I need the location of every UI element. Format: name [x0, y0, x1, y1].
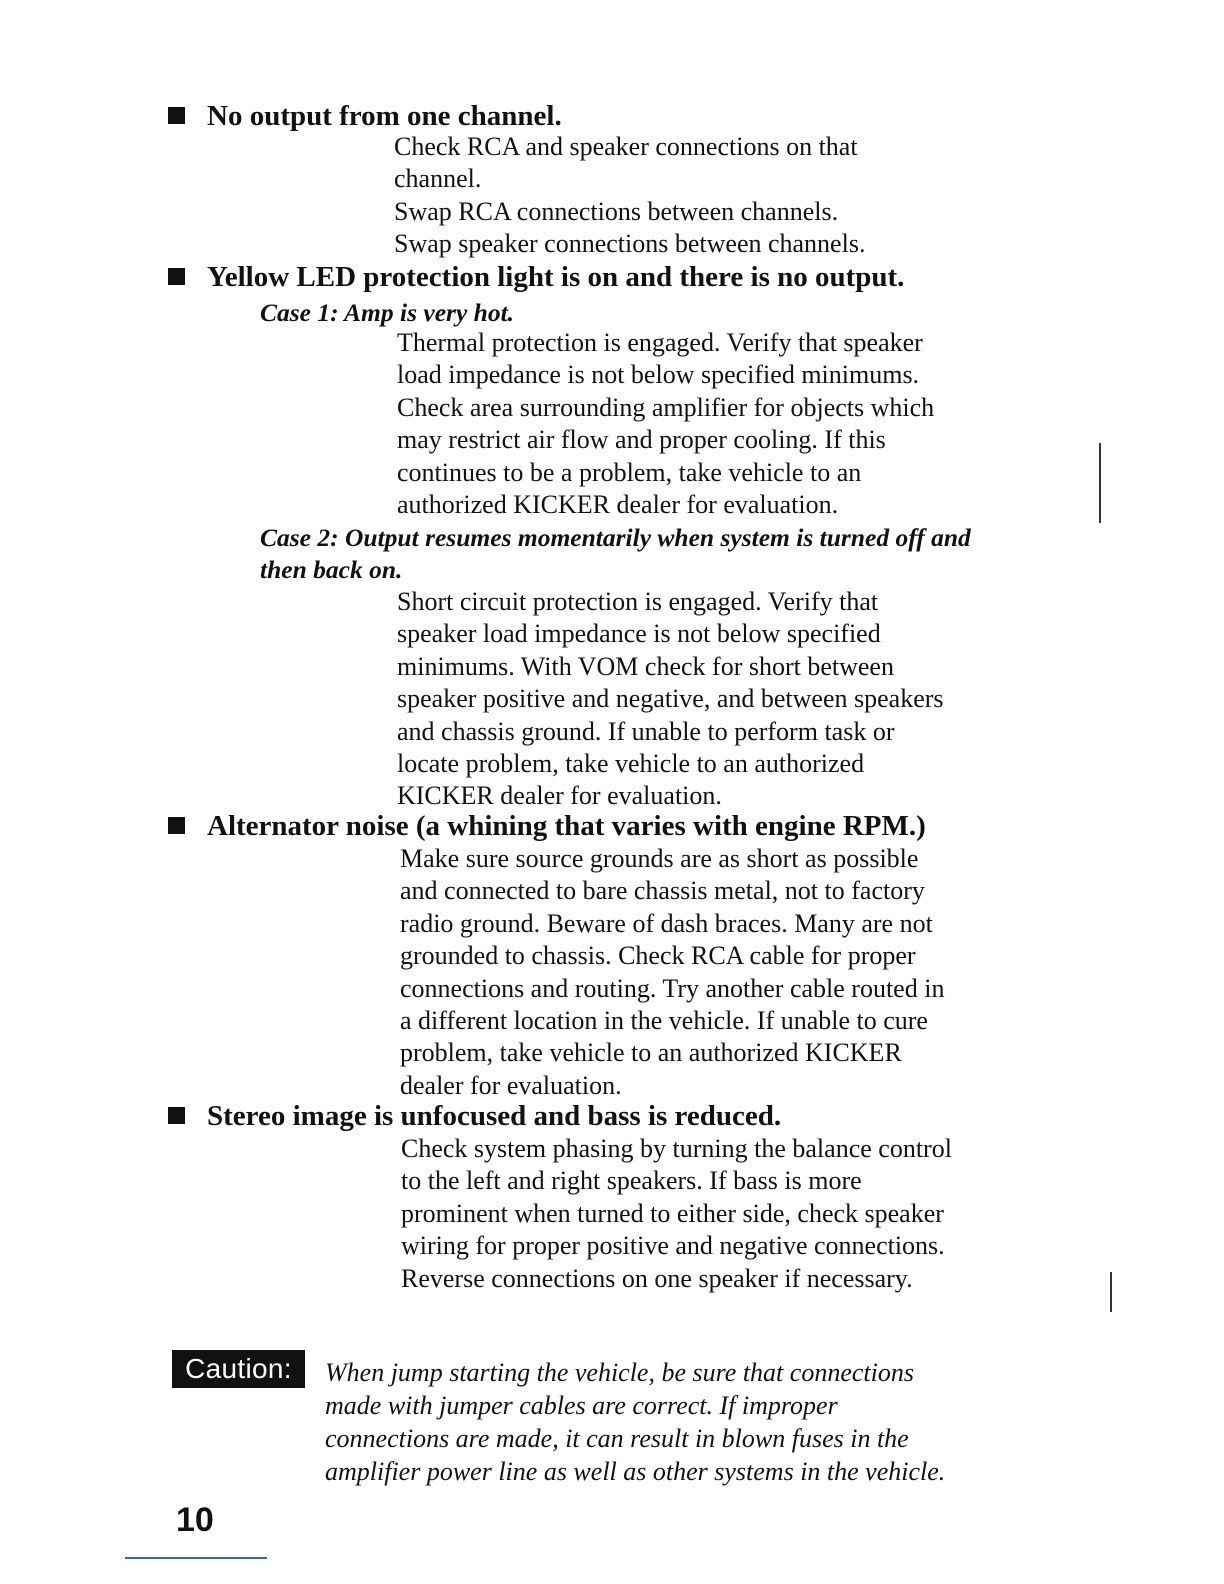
text-line: Check system phasing by turning the balance control [401, 1134, 952, 1163]
text-line: problem, take vehicle to an authorized KICKER [400, 1038, 902, 1068]
heading-yellow-led: Yellow LED protection light is on and there is no output. [168, 261, 904, 293]
no-output-body [394, 131, 865, 261]
text-line: Thermal protection is engaged. Verify that speaker [397, 328, 923, 357]
text-line: authorized KICKER dealer for evaluation. [397, 490, 839, 520]
text-line: dealer for evaluation. [400, 1070, 622, 1100]
heading-alternator-noise: Alternator noise (a whining that varies with engine RPM.) [168, 810, 926, 842]
scan-artifact-underline [125, 1557, 267, 1559]
text-line: and chassis ground. If unable to perform task or [397, 716, 895, 746]
text-line: speaker load impedance is not below specified [397, 619, 881, 649]
text-line: When jump starting the vehicle, be sure that connections [325, 1358, 914, 1387]
scan-artifact-line [1110, 1272, 1112, 1312]
text-line: Check area surrounding amplifier for objects which [397, 392, 935, 422]
text-line: may restrict air flow and proper cooling. If this [397, 425, 886, 455]
text-line: Reverse connections on one speaker if necessary. [401, 1263, 913, 1293]
stereo-image-body [401, 1133, 952, 1295]
text-line: amplifier power line as well as other systems in the vehicle. [325, 1457, 946, 1486]
text-line: Short circuit protection is engaged. Verify that [397, 587, 879, 616]
text-line: Check RCA and speaker connections on that [394, 132, 858, 161]
square-bullet-icon [168, 817, 185, 834]
page-number: 10 [176, 1501, 214, 1539]
text-line: speaker positive and negative, and between speakers [397, 684, 944, 714]
heading-stereo-image: Stereo image is unfocused and bass is reduced. [168, 1100, 781, 1132]
text-line: locate problem, take vehicle to an authorized [397, 749, 865, 779]
text-line: Swap RCA connections between channels. [394, 196, 839, 226]
text-line: connections and routing. Try another cable routed in [400, 973, 945, 1003]
text-line: channel. [394, 164, 482, 194]
square-bullet-icon [168, 268, 185, 285]
text-line: grounded to chassis. Check RCA cable for proper [400, 941, 916, 971]
case-1-body [397, 327, 934, 521]
text-line: connections are made, it can result in blown fuses in the [325, 1424, 909, 1453]
text-line: Swap speaker connections between channels. [394, 229, 866, 259]
case-2-body [397, 586, 944, 813]
text-line: load impedance is not below specified minimums. [397, 360, 920, 390]
text-line: made with jumper cables are correct. If improper [325, 1391, 838, 1420]
text-line: wiring for proper positive and negative connections. [401, 1231, 945, 1261]
text-line: KICKER dealer for evaluation. [397, 781, 722, 811]
case-1-title: Case 1: Amp is very hot. [260, 298, 515, 327]
alternator-noise-body [400, 843, 944, 1102]
scan-artifact-line [1099, 443, 1101, 523]
square-bullet-icon [168, 107, 185, 124]
text-line: and connected to bare chassis metal, not to factory [400, 876, 925, 906]
text-line: radio ground. Beware of dash braces. Many are not [400, 908, 933, 938]
caution-badge: Caution: [172, 1350, 305, 1388]
text-line: minimums. With VOM check for short between [397, 651, 894, 681]
case-2-title: Case 2: Output resumes momentarily when system is turned off and then back on. [260, 523, 971, 584]
caution-text [325, 1356, 1025, 1488]
text-line: Make sure source grounds are as short as possible [400, 844, 919, 873]
text-line: continues to be a problem, take vehicle to an [397, 457, 862, 487]
heading-no-output: No output from one channel. [168, 100, 562, 132]
text-line: to the left and right speakers. If bass is more [401, 1166, 862, 1196]
text-line: prominent when turned to either side, check speaker [401, 1198, 944, 1228]
square-bullet-icon [168, 1107, 185, 1124]
text-line: a different location in the vehicle. If unable to cure [400, 1006, 928, 1036]
